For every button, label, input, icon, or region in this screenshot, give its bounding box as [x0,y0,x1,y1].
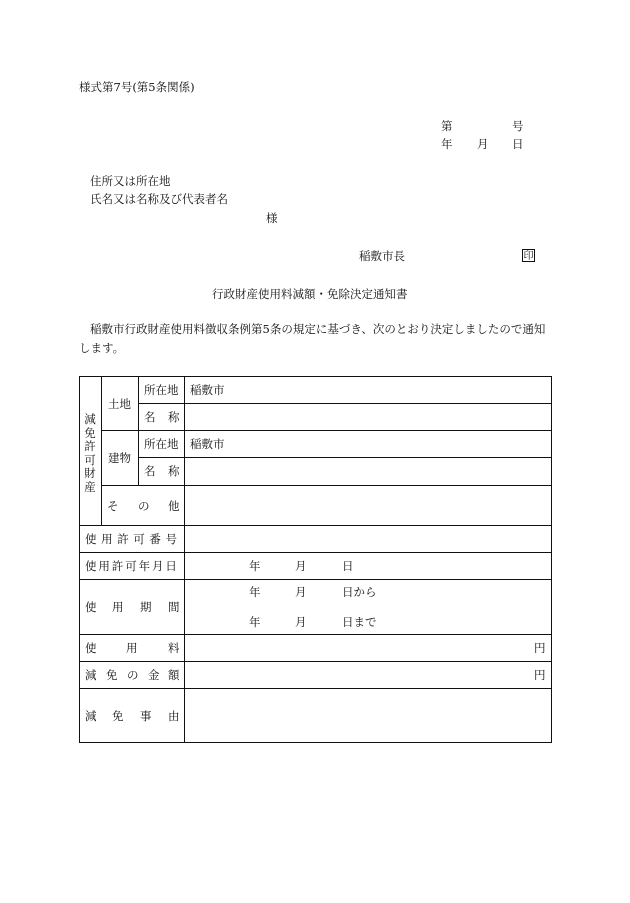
amount-char2: 免 [106,668,118,682]
row-line [138,457,552,458]
row-line [79,688,552,689]
honorific: 様 [266,211,278,225]
period-from-day: 日から [342,585,377,599]
permit-date-month: 月 [295,559,307,573]
row-line [101,430,552,431]
building-name-char2: 称 [168,464,180,478]
body-text-line2: します。 [79,341,125,355]
col-line [101,376,102,525]
fee-char1: 使 [85,641,97,655]
fee-yen: 円 [534,641,546,655]
period-to-day: 日まで [342,615,377,629]
land-location-value: 稲敷市 [190,383,225,397]
row-line [79,579,552,580]
amount-yen: 円 [534,668,546,682]
name-label: 氏名又は名称及び代表者名 [90,192,228,206]
issue-day: 日 [512,137,524,151]
period-from-year: 年 [249,585,261,599]
issue-month: 月 [477,137,489,151]
other-char1: そ [107,499,119,513]
period-from-month: 月 [295,585,307,599]
amount-char1: 減 [85,668,97,682]
building-name-char1: 名 [144,464,156,478]
other-char2: の [138,499,150,513]
reason-char2: 免 [112,709,124,723]
building-location-value: 稲敷市 [190,437,225,451]
property-header: 減免許可財産 [84,412,96,494]
row-line [138,403,552,404]
issuer-title: 稲敷市長 [359,249,405,263]
period-char2: 用 [112,600,124,614]
land-label: 土地 [108,397,131,411]
period-char4: 間 [168,600,180,614]
amount-char3: の [127,668,139,682]
issue-dai: 第 [441,119,453,133]
fee-char3: 料 [168,641,180,655]
col-line [138,376,139,485]
permit-date-year: 年 [249,559,261,573]
row-line [79,661,552,662]
seal-mark: 印 [523,251,534,262]
permit-number-label: 使用許可番号 [85,532,182,546]
row-line [79,634,552,635]
reason-char3: 事 [140,709,152,723]
address-label: 住所又は所在地 [90,174,171,188]
col-line [184,376,185,743]
fee-char2: 用 [126,641,138,655]
building-location-label: 所在地 [144,437,179,451]
row-line [79,552,552,553]
amount-char4: 金 [148,668,160,682]
building-label: 建物 [108,451,131,465]
period-char1: 使 [85,600,97,614]
period-to-year: 年 [249,615,261,629]
issue-go: 号 [512,119,524,133]
document-title: 行政財産使用料減額・免除決定通知書 [212,287,408,301]
period-char3: 期 [140,600,152,614]
other-char3: 他 [168,499,180,513]
land-location-label: 所在地 [144,383,179,397]
body-text-line1: 稲敷市行政財産使用料徴収条例第5条の規定に基づき、次のとおり決定しましたので通知 [90,322,546,336]
reason-char1: 減 [85,709,97,723]
period-to-month: 月 [295,615,307,629]
issue-year: 年 [441,137,453,151]
permit-date-label: 使用許可年月日 [85,559,179,573]
permit-date-day: 日 [342,559,354,573]
land-name-char2: 称 [168,410,180,424]
land-name-char1: 名 [144,410,156,424]
form-number: 様式第7号(第5条関係) [79,80,195,94]
row-line [101,485,552,486]
amount-char5: 額 [168,668,180,682]
reason-char4: 由 [168,709,180,723]
row-line [79,525,552,526]
